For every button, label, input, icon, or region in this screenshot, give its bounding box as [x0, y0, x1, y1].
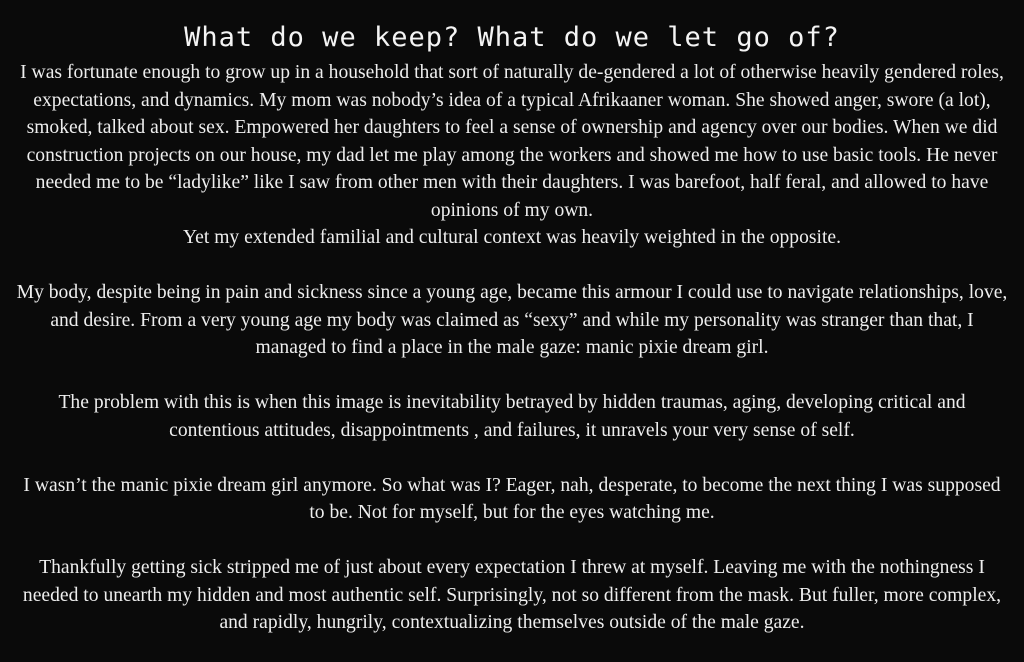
paragraph-problem: The problem with this is when this image is inevitability betrayed by hidden traumas, aging, developing critical and contentious attitudes, disappointments , and failures, it unravels your very sense of self. — [58, 392, 966, 441]
paragraph-spacer — [14, 444, 1010, 472]
paragraph-authentic-self: Thankfully getting sick stripped me of just about every expectation I threw at myself. Leaving me with the nothingness I needed to unearth my hidden and most authentic self. Surprisingly, not so different from the mask. But fuller, more complex, and rapidly, hungrily, contextualizing themselves outside of the male gaze. — [22, 557, 1002, 633]
paragraph-body-armour: My body, despite being in pain and sickness since a young age, became this armour I could use to navigate relationships, love, and desire. From a very young age my body was claimed as “sexy” and while my personality was stranger than that, I managed to find a place in the male gaze: manic pixie dream girl. — [16, 282, 1008, 358]
paragraph-extended-context: Yet my extended familial and cultural context was heavily weighted in the opposite. — [182, 227, 842, 248]
essay-body — [14, 59, 1010, 637]
paragraph-identity: I wasn’t the manic pixie dream girl anymore. So what was I? Eager, nah, desperate, to become the next thing I was supposed to be. Not for myself, but for the eyes watching me. — [23, 474, 1001, 523]
paragraph-spacer — [14, 362, 1010, 390]
paragraph-spacer — [14, 527, 1010, 555]
paragraph-upbringing: I was fortunate enough to grow up in a household that sort of naturally de-gendered a lot of otherwise heavily gendered roles, expectations, and dynamics. My mom was nobody’s idea of a typical Afrikaaner woman. She showed anger, swore (a lot), smoked, talked about sex. Empowered her daughters to feel a sense of ownership and agency over our bodies. When we did construction projects on our house, my dad let me play among the workers and showed me how to use basic tools. He never needed me to be “ladylike” like I saw from other men with their daughters. I was barefoot, half feral, and allowed to have opinions of my own. — [20, 62, 1004, 221]
paragraph-spacer — [14, 252, 1010, 280]
page-title: What do we keep? What do we let go of? — [184, 22, 840, 53]
